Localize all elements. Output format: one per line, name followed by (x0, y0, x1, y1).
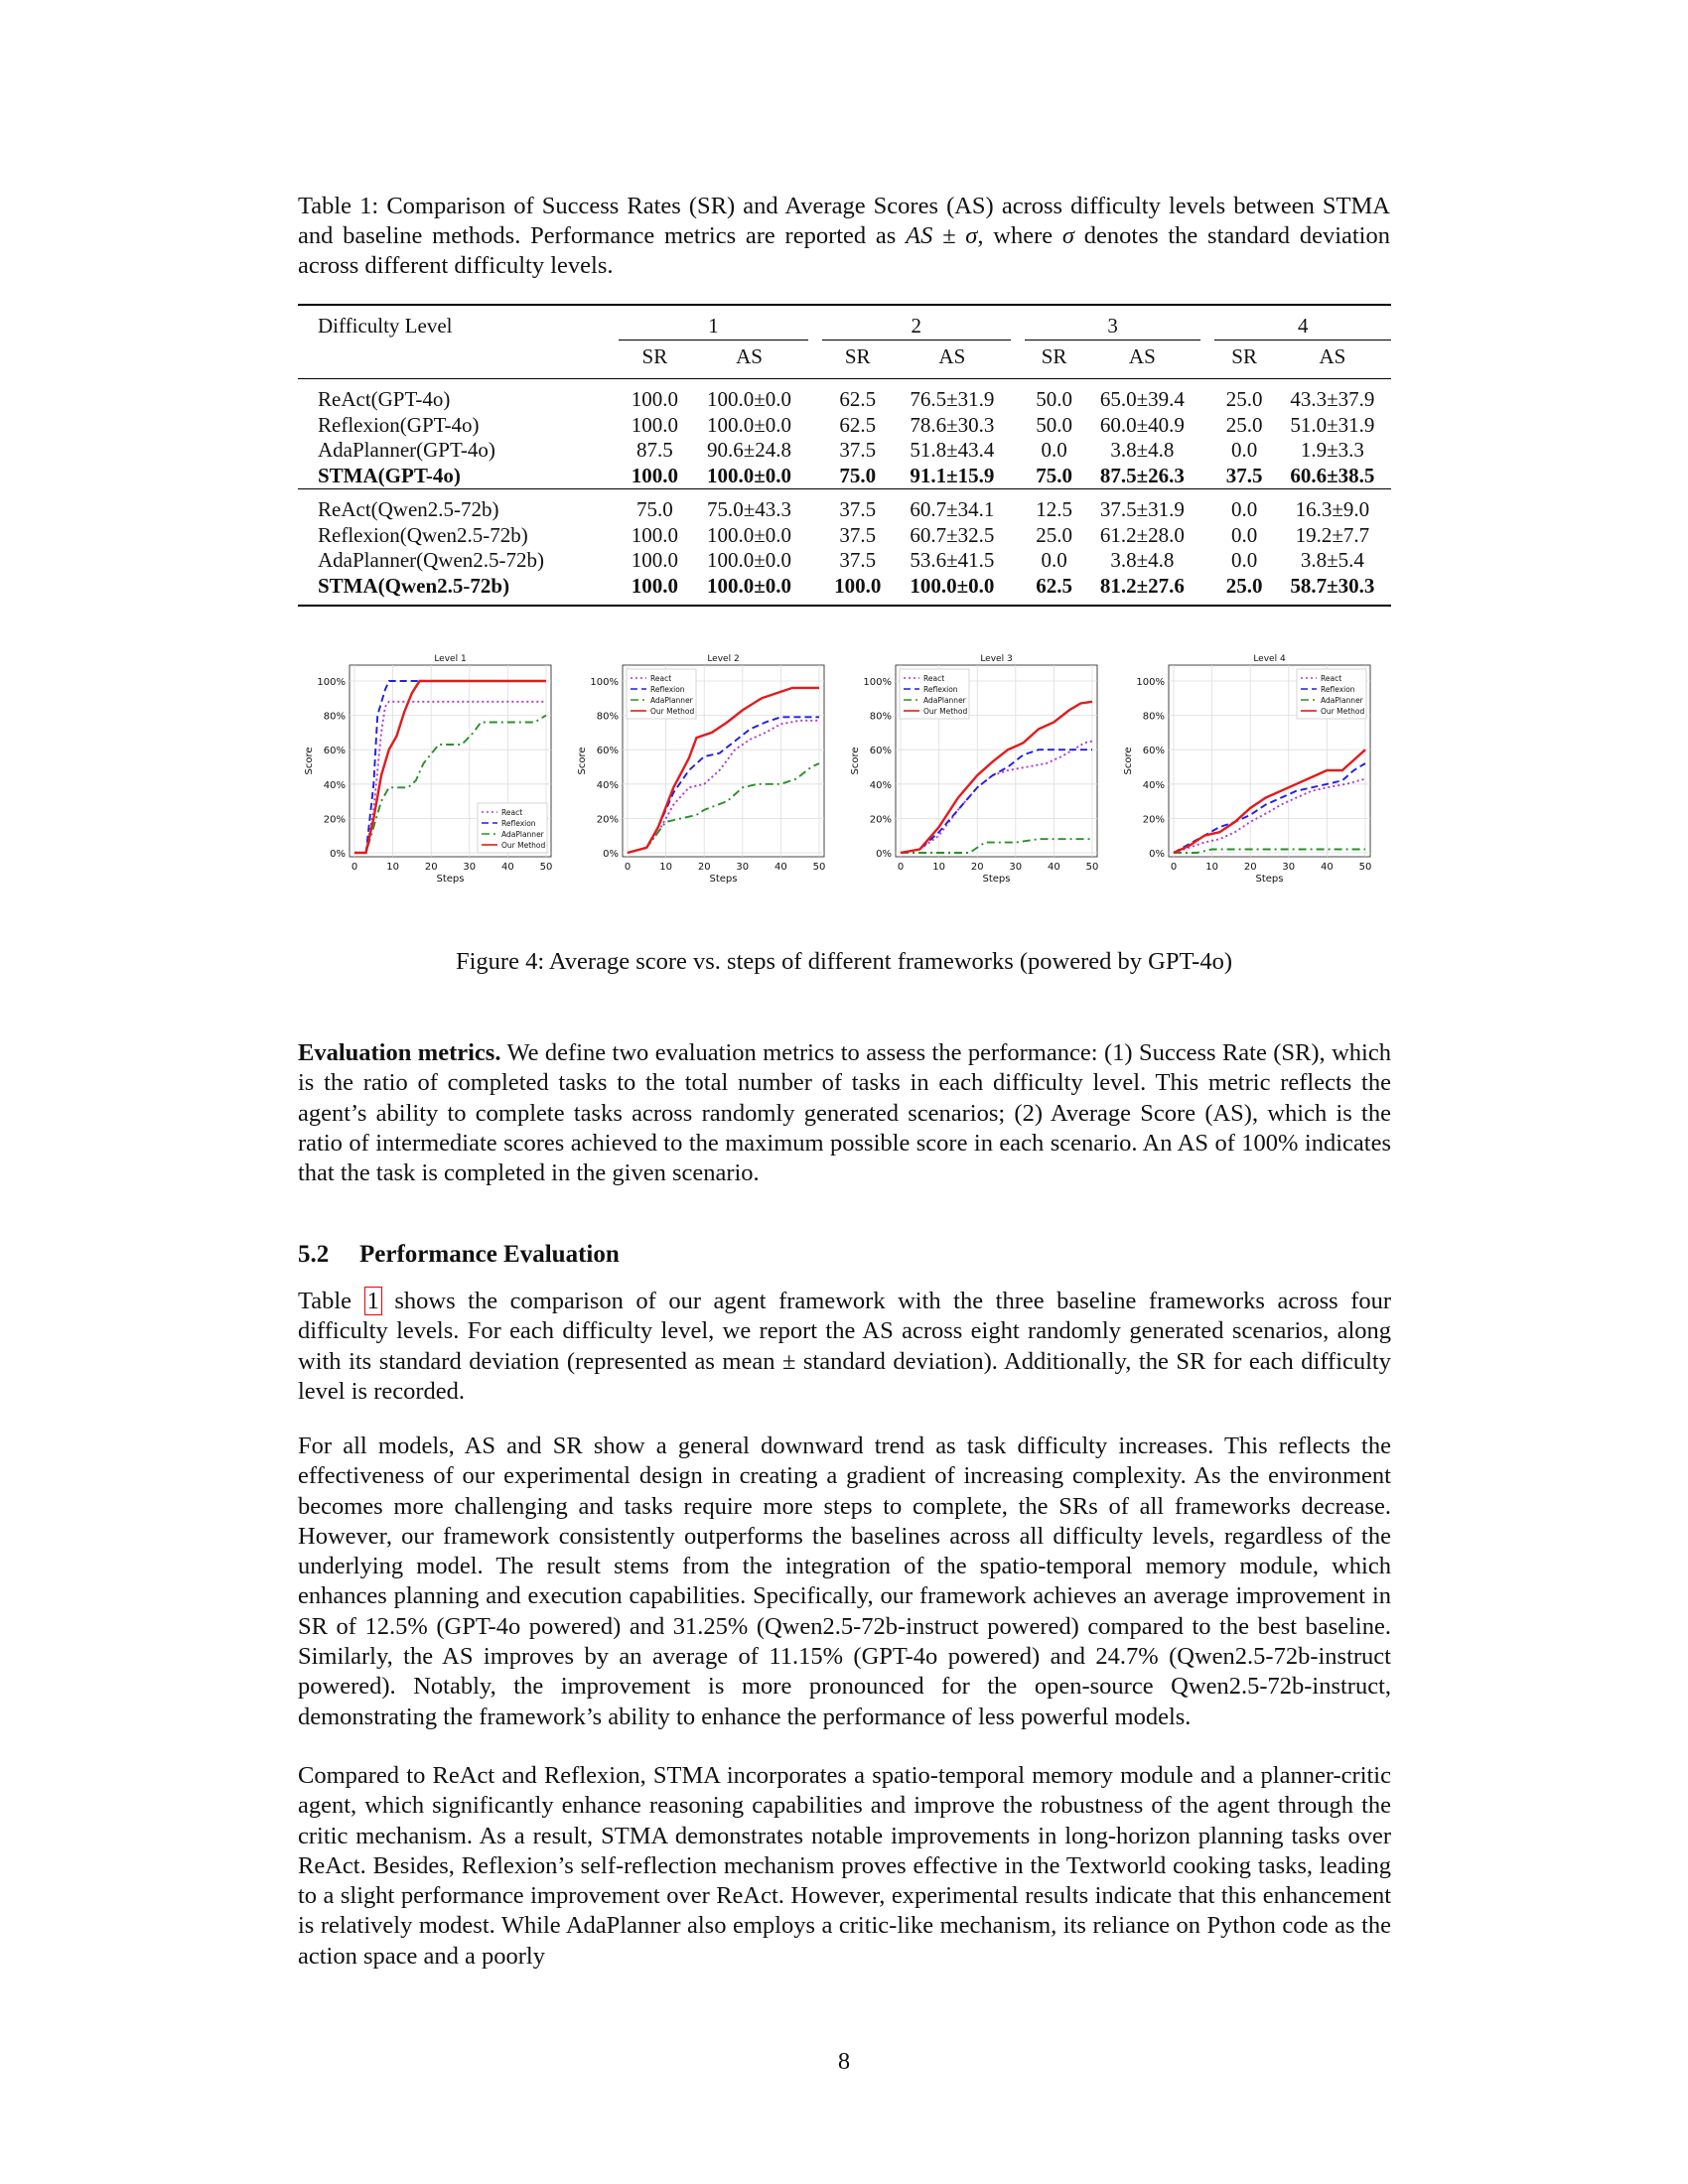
y-axis-label: Score (304, 747, 315, 775)
y-tick-label: 80% (323, 711, 346, 723)
as-value: 100.0±0.0 (707, 412, 792, 437)
sr-value: 75.0 (1036, 463, 1072, 487)
header-sr: SR (1025, 341, 1083, 379)
y-axis-label: Score (577, 747, 588, 775)
sr-value: 0.0 (1041, 438, 1067, 463)
chart-title: Level 2 (707, 654, 740, 664)
sr-value: 12.5 (1025, 489, 1083, 523)
as-value: 91.1±15.9 (910, 463, 995, 487)
table-row (298, 438, 1391, 464)
x-tick-label: 50 (1085, 862, 1099, 873)
sr-value: 100.0 (631, 573, 679, 598)
legend-label: React (650, 674, 672, 683)
x-tick-label: 20 (1243, 862, 1257, 873)
as-value: 65.0±39.4 (1099, 387, 1185, 412)
as-value: 100.0±0.0 (910, 573, 995, 598)
paragraph-1: Table 1 shows the comparison of our agent framework with the three baseline frameworks across four difficulty levels. For each difficulty level, we report the AS across eight randomly generated scenarios, along with its standard deviation (represented as mean ± standard deviation). Additionally, the SR for each difficulty level is recorded. (298, 1288, 1392, 1405)
chart-panel (1123, 654, 1371, 885)
x-tick-label: 40 (774, 862, 787, 873)
as-value: 100.0±0.0 (707, 548, 792, 573)
as-value: 51.0±31.9 (1290, 412, 1375, 437)
method-name: STMA(GPT-4o) (318, 463, 461, 487)
x-tick-label: 50 (812, 862, 826, 873)
table-row (298, 574, 1391, 607)
y-tick-label: 40% (323, 779, 346, 791)
y-tick-label: 100% (317, 677, 346, 688)
as-value: 100.0±0.0 (707, 463, 792, 487)
sr-value: 75.0 (839, 463, 877, 487)
x-tick-label: 30 (463, 862, 477, 873)
as-value: 43.3±37.9 (1290, 387, 1375, 412)
table-row (298, 413, 1391, 439)
chart-panel (577, 654, 825, 885)
table-row (298, 489, 1391, 523)
header-as: AS (1083, 341, 1200, 379)
as-value: 100.0±0.0 (707, 573, 792, 598)
evaluation-metrics-heading: Evaluation metrics. (298, 1039, 501, 1066)
as-value: 78.6±30.3 (910, 412, 995, 437)
legend-label: Reflexion (1321, 685, 1355, 694)
y-tick-label: 20% (596, 814, 619, 826)
legend-label: React (923, 674, 945, 683)
as-value: 3.8±4.8 (1110, 438, 1175, 463)
as-value: 60.7±32.5 (910, 522, 995, 547)
legend-label: Our Method (1321, 707, 1365, 716)
y-tick-label: 80% (1142, 711, 1165, 723)
as-value: 53.6±41.5 (910, 548, 995, 573)
chart-title: Level 3 (980, 654, 1013, 664)
header-as: AS (1274, 341, 1391, 379)
y-tick-label: 20% (1142, 814, 1165, 826)
x-tick-label: 0 (897, 862, 905, 873)
y-tick-label: 100% (590, 677, 619, 688)
chart-title: Level 1 (434, 654, 467, 664)
method-name: Reflexion(GPT-4o) (318, 412, 480, 437)
table-ref-link[interactable]: 1 (364, 1287, 382, 1315)
x-tick-label: 0 (624, 862, 632, 873)
results-table (298, 304, 1391, 607)
sr-value: 75.0 (619, 489, 690, 523)
y-tick-label: 100% (1136, 677, 1165, 688)
legend-label: AdaPlanner (923, 696, 966, 705)
sr-value: 62.5 (1036, 573, 1072, 598)
figure-caption: Figure 4: Average score vs. steps of different frameworks (powered by GPT-4o) (456, 948, 1232, 975)
x-tick-label: 50 (1358, 862, 1372, 873)
y-axis-label: Score (850, 747, 861, 775)
as-value: 60.0±40.9 (1099, 412, 1185, 437)
as-value: 87.5±26.3 (1099, 463, 1185, 487)
x-tick-label: 10 (659, 862, 672, 873)
as-value: 3.8±5.4 (1300, 548, 1364, 573)
sr-value: 25.0 (1225, 573, 1263, 598)
y-tick-label: 80% (869, 711, 892, 723)
sr-value: 37.5 (1225, 463, 1263, 487)
sr-value: 50.0 (1036, 412, 1072, 437)
y-tick-label: 20% (323, 814, 346, 826)
x-tick-label: 0 (351, 862, 358, 873)
as-value: 60.7±34.1 (894, 489, 1011, 523)
table-row (298, 464, 1391, 489)
as-value: 51.8±43.4 (910, 438, 995, 463)
sr-value: 100.0 (631, 522, 679, 547)
sr-value: 37.5 (839, 438, 877, 463)
sr-value: 62.5 (839, 387, 877, 412)
legend-label: Reflexion (923, 685, 958, 694)
x-tick-label: 40 (1048, 862, 1060, 873)
paragraph-2: For all models, AS and SR show a general downward trend as task difficulty increases. This reflects the effectiveness of our experimental design in creating a gradient of increasing complexity. As the environment becomes more challenging and tasks require more steps to complete, the SRs of all frameworks decrease. However, our framework consistently outperforms the baselines across all difficulty levels, regardless of the underlying model. The result stems from the integration of the spatio-temporal memory module, which enhances planning and execution capabilities. Specifically, our framework achieves an average improvement in SR of 12.5% (GPT-4o powered) and 31.25% (Qwen2.5-72b-instruct powered) compared to the best baseline. Similarly, the AS improves by an average of 11.15% (GPT-4o powered) and 24.7% (Qwen2.5-72b-instruct powered). Notably, the improvement is more pronounced for the open-source Qwen2.5-72b-instruct, demonstrating the framework’s ability to enhance the performance of less powerful models. (298, 1433, 1391, 1730)
as-value: 19.2±7.7 (1295, 522, 1370, 547)
chart-legend (1297, 669, 1366, 719)
header-as: AS (690, 341, 807, 379)
sr-value: 100.0 (631, 412, 679, 437)
x-tick-label: 40 (501, 862, 514, 873)
x-tick-label: 30 (736, 862, 750, 873)
x-tick-label: 10 (1205, 862, 1218, 873)
header-as: AS (894, 341, 1011, 379)
sr-value: 37.5 (839, 522, 877, 547)
as-value: 61.2±28.0 (1099, 522, 1185, 547)
page-number: 8 (837, 2048, 851, 2075)
chart-panel (304, 654, 552, 885)
table-row (298, 379, 1391, 413)
chart-legend (478, 803, 547, 853)
as-value: 1.9±3.3 (1300, 438, 1364, 463)
header-sr: SR (619, 341, 690, 379)
legend-label: Reflexion (501, 819, 536, 828)
legend-label: Our Method (501, 841, 546, 850)
y-tick-label: 40% (1142, 779, 1165, 791)
table-body (298, 379, 1391, 607)
header-level-3: 3 (1025, 305, 1201, 341)
as-value: 90.6±24.8 (707, 438, 792, 463)
legend-label: Our Method (923, 707, 968, 716)
method-name: AdaPlanner(Qwen2.5-72b) (318, 548, 545, 573)
x-tick-label: 0 (1170, 862, 1178, 873)
as-value: 76.5±31.9 (910, 387, 995, 412)
sr-value: 62.5 (839, 412, 877, 437)
method-name: STMA(Qwen2.5-72b) (318, 573, 510, 598)
chart-legend (627, 669, 696, 719)
chart-legend (900, 669, 969, 719)
y-tick-label: 40% (596, 779, 619, 791)
sr-value: 100.0 (631, 548, 679, 573)
y-tick-label: 100% (863, 677, 892, 688)
sr-value: 0.0 (1230, 548, 1258, 573)
section-heading: 5.2 Performance Evaluation (298, 1241, 620, 1268)
sr-value: 100.0 (631, 463, 679, 487)
y-tick-label: 60% (596, 746, 619, 757)
x-tick-label: 20 (697, 862, 711, 873)
table-row (298, 548, 1391, 574)
x-tick-label: 50 (539, 862, 553, 873)
as-value: 81.2±27.6 (1099, 573, 1185, 598)
y-tick-label: 0% (876, 849, 892, 860)
x-tick-label: 30 (1282, 862, 1296, 873)
sr-value: 0.0 (1230, 438, 1258, 463)
y-tick-label: 60% (869, 746, 892, 757)
sr-value: 37.5 (822, 489, 894, 523)
method-name: AdaPlanner(GPT-4o) (318, 438, 495, 463)
legend-label: React (1321, 674, 1342, 683)
as-value: 100.0±0.0 (707, 387, 792, 412)
y-tick-label: 20% (869, 814, 892, 826)
legend-label: AdaPlanner (1321, 696, 1363, 705)
as-value: 60.6±38.5 (1290, 463, 1375, 487)
sr-value: 0.0 (1041, 548, 1067, 573)
evaluation-metrics-paragraph: Evaluation metrics. We define two evaluation metrics to assess the performance: (1) Success Rate (SR), which is the ratio of completed tasks to the total number of tasks in each difficulty level. This metric reflects the agent’s ability to complete tasks across randomly generated scenarios; (2) Average Score (AS), which is the ratio of intermediate scores achieved to the maximum possible score in each scenario. An AS of 100% indicates that the task is completed in the given scenario. (298, 1039, 1391, 1187)
x-tick-label: 20 (424, 862, 438, 873)
y-tick-label: 40% (869, 779, 892, 791)
as-value: 37.5±31.9 (1083, 489, 1200, 523)
sr-value: 37.5 (839, 548, 877, 573)
header-level-1: 1 (619, 305, 807, 341)
chart-panel (850, 654, 1098, 885)
header-level-2: 2 (822, 305, 1011, 341)
x-tick-label: 10 (386, 862, 399, 873)
legend-label: React (501, 808, 523, 817)
sr-value: 25.0 (1225, 387, 1263, 412)
x-tick-label: 10 (932, 862, 945, 873)
header-sr: SR (1214, 341, 1273, 379)
sr-value: 50.0 (1036, 387, 1072, 412)
method-name: ReAct(GPT-4o) (318, 387, 451, 412)
y-tick-label: 0% (603, 849, 619, 860)
x-tick-label: 40 (1321, 862, 1334, 873)
y-tick-label: 80% (596, 711, 619, 723)
sr-value: 0.0 (1230, 522, 1258, 547)
sr-value: 87.5 (636, 438, 673, 463)
y-axis-label: Score (1123, 747, 1134, 775)
y-tick-label: 60% (323, 746, 346, 757)
y-tick-label: 0% (1149, 849, 1165, 860)
legend-label: Reflexion (650, 685, 685, 694)
method-name: Reflexion(Qwen2.5-72b) (318, 522, 528, 547)
as-value: 75.0±43.3 (690, 489, 807, 523)
table-row (298, 523, 1391, 549)
paragraph-3: Compared to ReAct and Reflexion, STMA incorporates a spatio-temporal memory module and a planner-critic agent, which significantly enhance reasoning capabilities and improve the robustness of the agent through the critic mechanism. As a result, STMA demonstrates notable improvements in long-horizon planning tasks over ReAct. Besides, Reflexion’s self-reflection mechanism proves effective in the Textworld cooking tasks, leading to a slight performance improvement over ReAct. However, experimental results indicate that this enhancement is relatively modest. While AdaPlanner also employs a critic-like mechanism, its reliance on Python code as the action space and a poorly (298, 1762, 1391, 1970)
y-tick-label: 60% (1142, 746, 1165, 757)
header-difficulty-level: Difficulty Level (318, 313, 453, 338)
sr-value: 25.0 (1036, 522, 1072, 547)
x-axis-label: Steps (436, 874, 465, 885)
x-axis-label: Steps (982, 874, 1011, 885)
as-value: 3.8±4.8 (1110, 548, 1175, 573)
chart-title: Level 4 (1253, 654, 1286, 664)
sr-value: 100.0 (834, 573, 882, 598)
score-vs-steps-charts (298, 645, 1400, 893)
y-tick-label: 0% (330, 849, 346, 860)
as-value: 58.7±30.3 (1290, 573, 1375, 598)
x-axis-label: Steps (1255, 874, 1284, 885)
as-value: 100.0±0.0 (707, 522, 792, 547)
sr-value: 100.0 (631, 387, 679, 412)
table-caption: Table 1: Comparison of Success Rates (SR) and Average Scores (AS) across difficulty levels between STMA and baseline methods. Performance metrics are reported as AS ± σ, where σ denotes the standard deviation across different difficulty levels. (298, 193, 1391, 279)
header-sr: SR (822, 341, 894, 379)
x-tick-label: 20 (970, 862, 984, 873)
legend-label: AdaPlanner (501, 830, 544, 839)
legend-label: AdaPlanner (650, 696, 693, 705)
sr-value: 0.0 (1214, 489, 1273, 523)
as-value: 16.3±9.0 (1274, 489, 1391, 523)
x-axis-label: Steps (709, 874, 738, 885)
sr-value: 25.0 (1225, 412, 1263, 437)
x-tick-label: 30 (1009, 862, 1023, 873)
method-name: ReAct(Qwen2.5-72b) (298, 489, 605, 523)
header-level-4: 4 (1214, 305, 1391, 341)
legend-label: Our Method (650, 707, 695, 716)
